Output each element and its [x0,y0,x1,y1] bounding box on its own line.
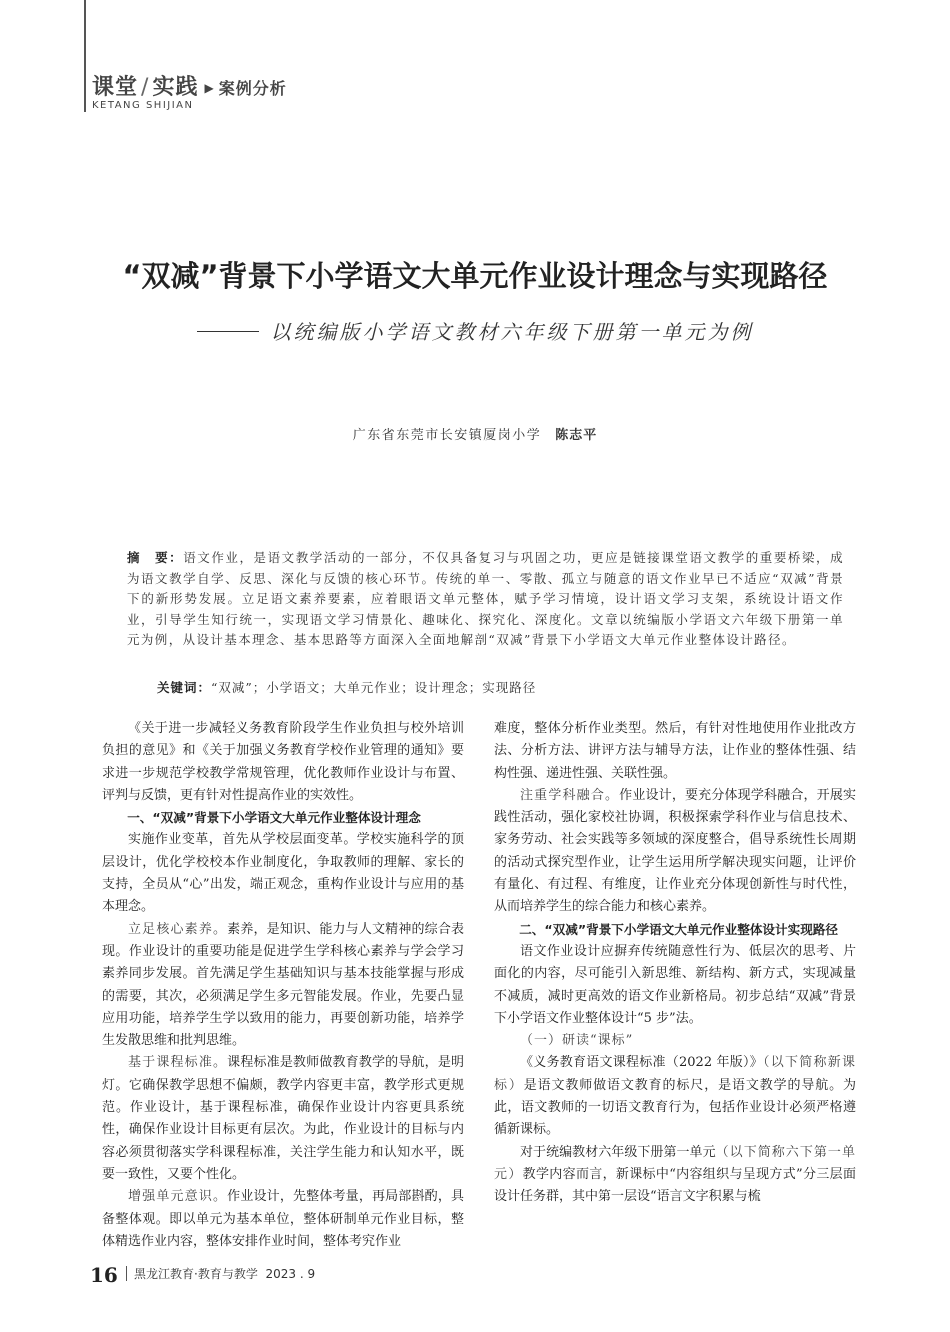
header-rule [84,0,86,112]
paragraph-body: 《义务教育语文课程标准（2022 年版）》 [520,1055,763,1071]
paragraph: 《关于进一步减轻义务教育阶段学生作业负担与校外培训负担的意见》和《关于加强义务教育学校作业管理的通知》要求进一步规范学校教学常规管理，优化教师作业设计与布置、评判与反馈，更有针对性提高作业的实效性。 [102,721,464,803]
subtitle-text: 以统编版小学语文教材六年级下册第一单元为例 [270,320,754,344]
article-title: “双减”背景下小学语文大单元作业设计理念与实现路径 [122,259,828,293]
paragraph [494,1142,856,1209]
paragraph-lead: 基于课程标准。 [128,1055,228,1071]
paragraph: 实施作业变革，首先从学校层面变革。学校实施科学的顶层设计，优化学校校本作业制度化，争取教师的理解、家长的支持，全员从“心”出发，端正观念，重构作业设计与应用的基本理念。 [102,832,464,915]
column-category [92,70,287,101]
author-line [0,424,950,443]
paragraph [494,1052,856,1141]
section-heading-1: 一、“双减”背景下小学语文大单元作业整体设计理念 [127,810,421,826]
journal-name: 黑龙江教育·教育与教学 [134,1267,258,1281]
abstract [127,548,844,651]
paragraph-lead: 注重学科融合。 [520,787,620,803]
abstract-label: 摘 要： [127,550,184,565]
category-sub: 案例分析 [218,79,287,98]
page-number: 16 [90,1263,118,1287]
category-b: 实践 [152,75,199,100]
paragraph [102,1052,464,1186]
category-a: 课堂 [92,75,139,100]
paragraph-body: 对于统编教材六年级下册第一单元 [520,1144,716,1160]
paragraph [102,919,464,1053]
paragraph [494,785,856,919]
keywords-label: 关键词： [157,680,212,695]
paragraph [102,1186,464,1253]
author-name: 陈志平 [555,428,598,443]
paragraph-body: 教学内容而言，新课标中“内容组织与呈现方式”分三层面设计任务群，其中第一层设“语言文字积累与梳 [494,1166,856,1205]
affiliation: 广东省东莞市长安镇厦岗小学 [352,428,542,443]
paragraph-body: 是语文教师做语文教育的标尺，是语文教学的导航。为此，语文教师的一切语文教育行为，包括作业设计必须严格遵循新课标。 [494,1077,856,1138]
paragraph-note: （以下简称新课标） [494,1055,856,1093]
paragraph-lead: 增强单元意识。 [128,1189,228,1205]
keywords [157,678,857,698]
paragraph: 语文作业设计应摒弃传统随意性行为、低层次的思考、片面化的内容，尽可能引入新思维、新结构、新方式，实现减量不减质，减时更高效的语文作业新格局。初步总结“双减”背景下小学语文作业整体设计“5 步”法。 [494,943,856,1026]
triangle-right-icon: ▶ [204,81,215,95]
keywords-text: “双减”；小学语文；大单元作业；设计理念；实现路径 [211,680,537,695]
paragraph-body: 作业设计，先整体考量，再局部斟酌，具备整体观。即以单元为基本单位，整体研制单元作业目标，整体精选作业内容，整体安排作业时间，整体考究作业 [102,1189,464,1249]
subtitle-dash [197,331,259,333]
body-column-right [494,718,856,1209]
paragraph-note: （以下简称六下第一单元） [494,1144,856,1182]
body-column-left [102,718,464,1253]
paragraph-lead: 立足核心素养。 [128,921,228,937]
paragraph: 难度，整体分析作业类型。然后，有针对性地使用作业批改方法、分析方法、讲评方法与辅导方法，让作业的整体性强、结构性强、递进性强、关联性强。 [494,721,856,781]
article-subtitle [0,316,950,345]
paragraph-body: 作业设计，要充分体现学科融合，开展实践性活动，强化家校社协调，积极探索学科作业与信息技术、家务劳动、社会实践等多领域的深度整合，倡导系统性长周期的活动式探究型作业，让学生运用所学解决现实问题，让评价有量化、有过程、有维度，让作业充分体现创新性与时代性，从而培养学生的综合能力和核心素养。 [494,787,856,915]
abstract-text: 语文作业，是语文教学活动的一部分，不仅具备复习与巩固之功，更应是链接课堂语文教学的重要桥梁，成为语文教学自学、反思、深化与反馈的核心环节。传统的单一、零散、孤立与随意的语文作业早已不适应“双减”背景下的新形势发展。立足语文素养要素，应着眼语文单元整体，赋予学习情境，设计语文学习支架，系统设计语文作业，引导学生知行统一，实现语文学习情景化、趣味化、探究化、深度化。文章以统编版小学语文六年级下册第一单元为例，从设计基本理念、基本思路等方面深入全面地解剖“双减”背景下小学语文大单元作业整体设计路径。 [127,550,844,647]
subsection-heading: （一）研读“课标” [520,1033,634,1049]
footer-separator [126,1266,127,1281]
section-heading-2: 二、“双减”背景下小学语文大单元作业整体设计实现路径 [519,921,838,937]
category-slash: / [141,75,150,100]
paragraph-body: 课程标准是教师做教育教学的导航，是明灯。它确保教学思想不偏颇，教学内容更丰富，教学形式更规范。作业设计，基于课程标准，确保作业设计内容更具系统性，确保作业设计目标更有层次。为此，作业设计的目标与内容必须贯彻落实学科课程标准，关注学生能力和认知水平，既要一致性，又要个性化。 [102,1055,464,1182]
footer-journal [134,1265,315,1282]
journal-issue: 2023 . 9 [265,1267,316,1281]
column-pinyin: KETANG SHIJIAN [92,100,194,111]
paragraph-body: 素养，是知识、能力与人文精神的综合表现。作业设计的重要功能是促进学生学科核心素养与学会学习素养同步发展。首先满足学生基础知识与基本技能掌握与形成的需要，其次，必须满足学生多元智能发展。作业，先要凸显应用功能，培养学生学以致用的能力，再要创新功能，培养学生发散思维和批判思维。 [102,921,464,1049]
